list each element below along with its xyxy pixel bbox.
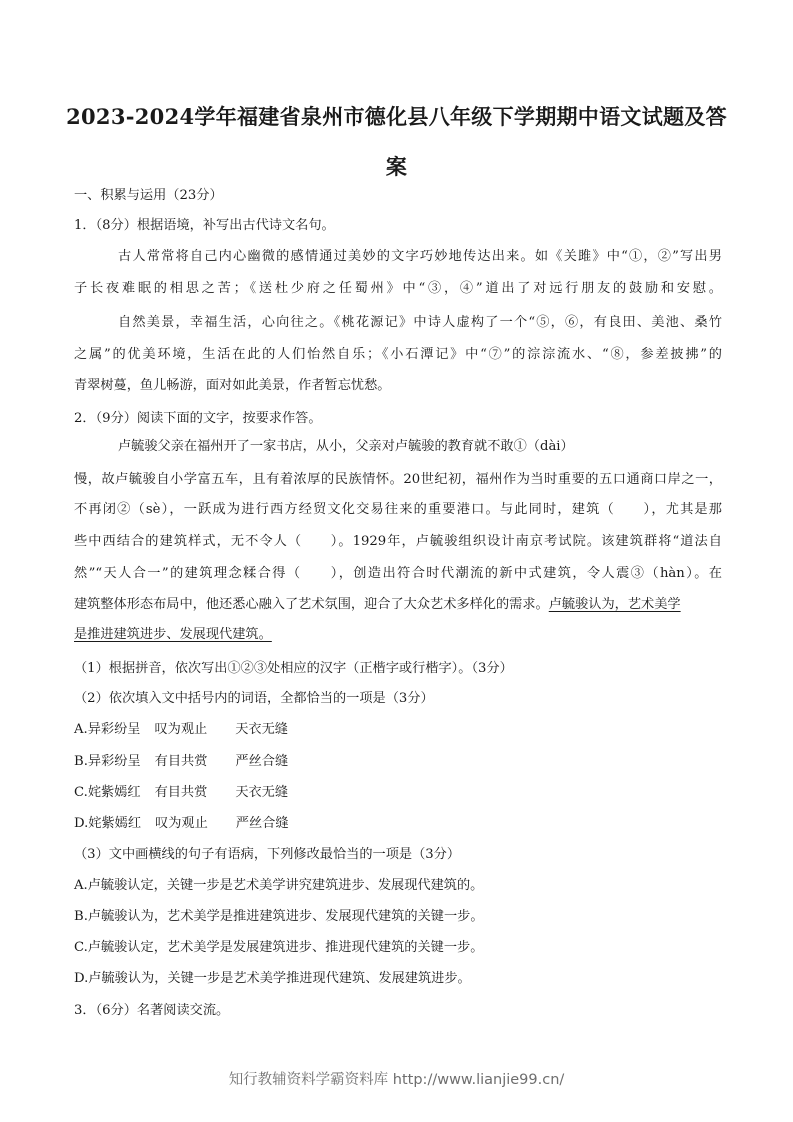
q2-sub-question-1: （1）根据拼音，依次写出①②③处相应的汉字（正楷字或行楷字）。（3分） <box>74 661 513 676</box>
option-word-3: 天衣无缝 <box>235 785 289 800</box>
section-heading: 一、积累与运用（23分） <box>74 188 223 203</box>
option-label: B. <box>74 754 88 769</box>
option-word-2: 叹为观止 <box>154 722 208 737</box>
q2-passage-line-2: 慢，故卢毓骏自小学富五车，且有着浓厚的民族情怀。20世纪初，福州作为当时重要的五口通商口岸之一， <box>74 472 722 487</box>
option-label: C. <box>74 785 88 800</box>
q2-passage-line-5: 然”“天人合一”的建筑理念糅合得（ ），创造出符合时代潮流的新中式建筑，令人震③（hàn）。在 <box>74 566 722 581</box>
option-word-3: 天衣无缝 <box>235 722 288 737</box>
question-3-heading: 3．（6分）名著阅读交流。 <box>74 1003 230 1018</box>
footer-watermark: 知行教辅资料学霸资料库 http://www.lianjie99.cn/ <box>228 1072 565 1088</box>
question-2-heading: 2．（9分）阅读下面的文字，按要求作答。 <box>74 411 322 426</box>
q2-passage-line-3: 不再闭②（sè），一跃成为进行西方经贸文化交易往来的重要港口。与此同时，建筑（ ），尤其是那 <box>74 502 722 517</box>
sub3-option-c: C.卢毓骏认定，艺术美学是发展建筑进步、推进现代建筑的关键一步。 <box>74 940 484 955</box>
option-word-1: 姹紫嫣红 <box>87 785 141 800</box>
sub2-option-c <box>74 783 288 803</box>
question-1-heading: 1．（8分）根据语境，补写出古代诗文名句。 <box>74 218 335 233</box>
q2-sub-question-2: （2）依次填入文中括号内的词语，全都恰当的一项是（3分） <box>74 691 434 706</box>
title-line-2: 案 <box>385 154 408 179</box>
option-word-2: 有目共赏 <box>154 785 208 800</box>
title-line-1: 2023-2024学年福建省泉州市德化县八年级下学期期中语文试题及答 <box>66 104 727 129</box>
option-word-3: 严丝合缝 <box>235 816 289 831</box>
sub3-option-b: B.卢毓骏认为，艺术美学是推进建筑进步、发展现代建筑的关键一步。 <box>74 909 484 924</box>
q1-paragraph-2-line-3: 青翠树蔓，鱼儿畅游，面对如此美景，作者暂忘忧愁。 <box>74 378 391 393</box>
q1-paragraph-2-line-1: 自然美景，幸福生活，心向往之。《桃花源记》中诗人虚构了一个“⑤，⑥，有良田、美池、桑竹 <box>118 315 722 330</box>
sub3-option-a: A.卢毓骏认定，关键一步是艺术美学讲究建筑进步、发展现代建筑的。 <box>74 878 484 893</box>
option-word-2: 叹为观止 <box>155 816 208 831</box>
q2-sub-question-3: （3）文中画横线的句子有语病，下列修改最恰当的一项是（3分） <box>74 847 461 862</box>
q2-passage-line-1: 卢毓骏父亲在福州开了一家书店，从小，父亲对卢毓骏的教育就不敢①（dài） <box>118 439 574 454</box>
document-title <box>60 92 733 192</box>
q1-paragraph-1-line-2: 子长夜难眠的相思之苦；《送杜少府之任蜀州》中“③，④”道出了对远行朋友的鼓励和安慰。 <box>74 281 722 296</box>
option-word-3: 严丝合缝 <box>235 754 289 769</box>
q1-paragraph-1-line-1: 古人常常将自己内心幽微的感情通过美妙的文字巧妙地传达出来。如《关雎》中“①，②”写出男 <box>118 249 722 264</box>
option-label: A. <box>74 722 88 737</box>
sub3-option-d: D.卢毓骏认为，关键一步是艺术美学推进现代建筑、发展建筑进步。 <box>74 971 471 986</box>
option-word-2: 有目共赏 <box>154 754 208 769</box>
sub2-option-d <box>74 814 289 834</box>
underlined-sentence-part-2: 是推进建筑进步、发展现代建筑。 <box>74 627 272 642</box>
sub2-option-a <box>74 720 288 740</box>
option-word-1: 姹紫嫣红 <box>88 816 142 831</box>
q2-passage-line-4: 些中西结合的建筑样式，无不令人（ ）。1929年，卢毓骏组织设计南京考试院。该建筑群将“道法自 <box>74 534 722 549</box>
q2-passage-line-7 <box>74 625 272 645</box>
q2-passage-line-6-text: 建筑整体形态布局中，他还悉心融入了艺术氛围，迎合了大众艺术多样化的需求。 <box>74 597 549 612</box>
q1-paragraph-2-line-2: 之属”的优美环境，生活在此的人们怡然自乐；《小石潭记》中“⑦”的淙淙流水、“⑧，参差披拂”的 <box>74 347 722 362</box>
q2-passage-line-6 <box>74 595 681 615</box>
underlined-sentence-part-1: 卢毓骏认为，艺术美学 <box>548 597 681 612</box>
sub2-option-b <box>74 752 288 772</box>
option-word-1: 异彩纷呈 <box>87 722 141 737</box>
option-word-1: 异彩纷呈 <box>87 754 141 769</box>
option-label: D. <box>74 816 89 831</box>
